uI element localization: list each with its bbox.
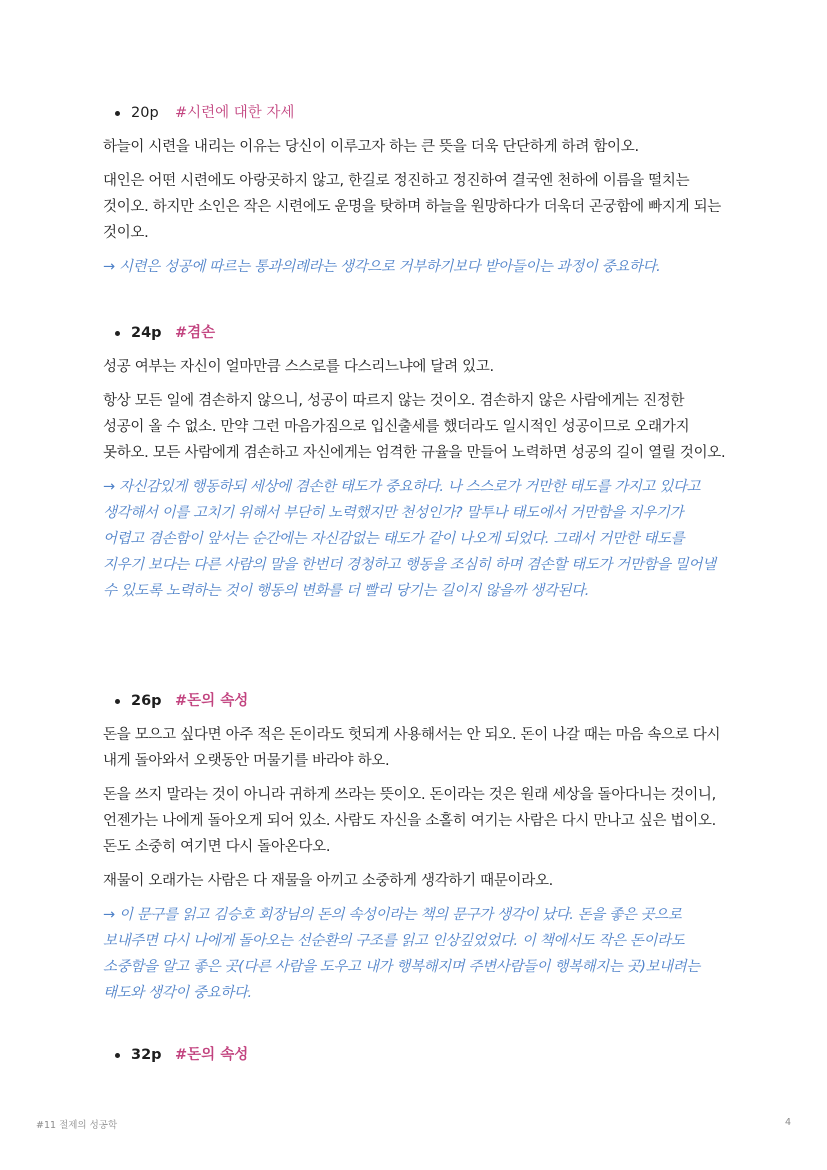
section-24p [103,320,728,612]
section-20p [103,100,728,288]
page-reference: 24p [131,325,162,341]
quote-paragraph: 항상 모든 일에 겸손하지 않으니, 성공이 따르지 않는 것이오. 겸손하지 않은 사람에게는 진정한 성공이 올 수 없소. 만약 그런 마음가짐으로 입신출세를 했더라도 일시적인 성공이므로 오래가지 못하오. 모든 사람에게 겸손하고 자신에게는 엄격한 규율을 만들어 노력하면 성공의 길이 열릴 것이오. [103,393,726,461]
footer-document-title: #11 절제의 성공학 [36,1120,118,1131]
quote-paragraph: 대인은 어떤 시련에도 아랑곳하지 않고, 한길로 정진하고 정진하여 결국엔 천하에 이름을 떨치는 것이오. 하지만 소인은 작은 시련에도 운명을 탓하며 하늘을 원망하다가 더욱더 곤궁함에 빠지게 되는 것이오. [103,173,722,241]
reflection-note: → 자신감있게 행동하되 세상에 겸손한 태도가 중요하다. 나 스스로가 거만한 태도를 가지고 있다고 생각해서 이를 고치기 위해서 부단히 노력했지만 천성인가? 말투나 태도에서 거만함을 지우기가 어렵고 겸손함이 앞서는 순간에는 자신감없는 태도가 같이 나오게 되었다. 그래서 거만한 태도를 지우기 보다는 다른 사람의 말을 한번더 경청하고 행동을 조심히 하며 겸손할 태도가 거만함을 밀어낼 수 있도록 노력하는 것이 행동의 변화를 더 빨리 당기는 길이지 않을까 생각된다. [103,479,716,599]
bullet-icon [115,699,120,704]
quote-paragraph: 재물이 오래가는 사람은 다 재물을 아끼고 소중하게 생각하기 때문이라오. [103,873,553,889]
section-heading [103,320,728,346]
bullet-icon [115,111,120,116]
bullet-icon [115,1053,120,1058]
section-tag: #돈의 속성 [175,1047,249,1063]
section-heading [103,100,728,126]
quote-paragraph: 돈을 모으고 싶다면 아주 적은 돈이라도 헛되게 사용해서는 안 되오. 돈이 나갈 때는 마음 속으로 다시 내게 돌아와서 오랫동안 머물기를 바라야 하오. [103,727,721,769]
quote-paragraph: 성공 여부는 자신이 얼마만큼 스스로를 다스리느냐에 달려 있고. [103,359,494,375]
section-heading [103,1042,728,1068]
section-tag: #겸손 [175,325,216,341]
page-reference: 26p [131,693,162,709]
section-tag: #시련에 대한 자세 [175,105,295,121]
page-reference: 32p [131,1047,162,1063]
reflection-note: → 시련은 성공에 따르는 통과의례라는 생각으로 거부하기보다 받아들이는 과정이 중요하다. [103,259,661,275]
page-reference: 20p [131,105,159,121]
quote-paragraph: 돈을 쓰지 말라는 것이 아니라 귀하게 쓰라는 뜻이오. 돈이라는 것은 원래 세상을 돌아다니는 것이니, 언젠가는 나에게 돌아오게 되어 있소. 사람도 자신을 소홀히 여기는 사람은 다시 만나고 싶은 법이오. 돈도 소중히 여기면 다시 돌아온다오. [103,787,716,855]
footer-page-number: 4 [784,1117,791,1128]
reflection-note: → 이 문구를 읽고 김승호 회장님의 돈의 속성이라는 책의 문구가 생각이 났다. 돈을 좋은 곳으로 보내주면 다시 나에게 돌아오는 선순환의 구조를 읽고 인상깊었었다. 이 책에서도 작은 돈이라도 소중함을 알고 좋은 곳(다른 사람을 도우고 내가 행복해지며 주변사람들이 행복해지는 곳)보내려는 태도와 생각이 중요하다. [103,907,700,1001]
section-26p [103,688,728,1014]
section-32p [103,1042,728,1076]
section-heading [103,688,728,714]
quote-paragraph: 하늘이 시련을 내리는 이유는 당신이 이루고자 하는 큰 뜻을 더욱 단단하게 하려 함이오. [103,139,639,155]
section-tag: #돈의 속성 [175,693,249,709]
bullet-icon [115,331,120,336]
